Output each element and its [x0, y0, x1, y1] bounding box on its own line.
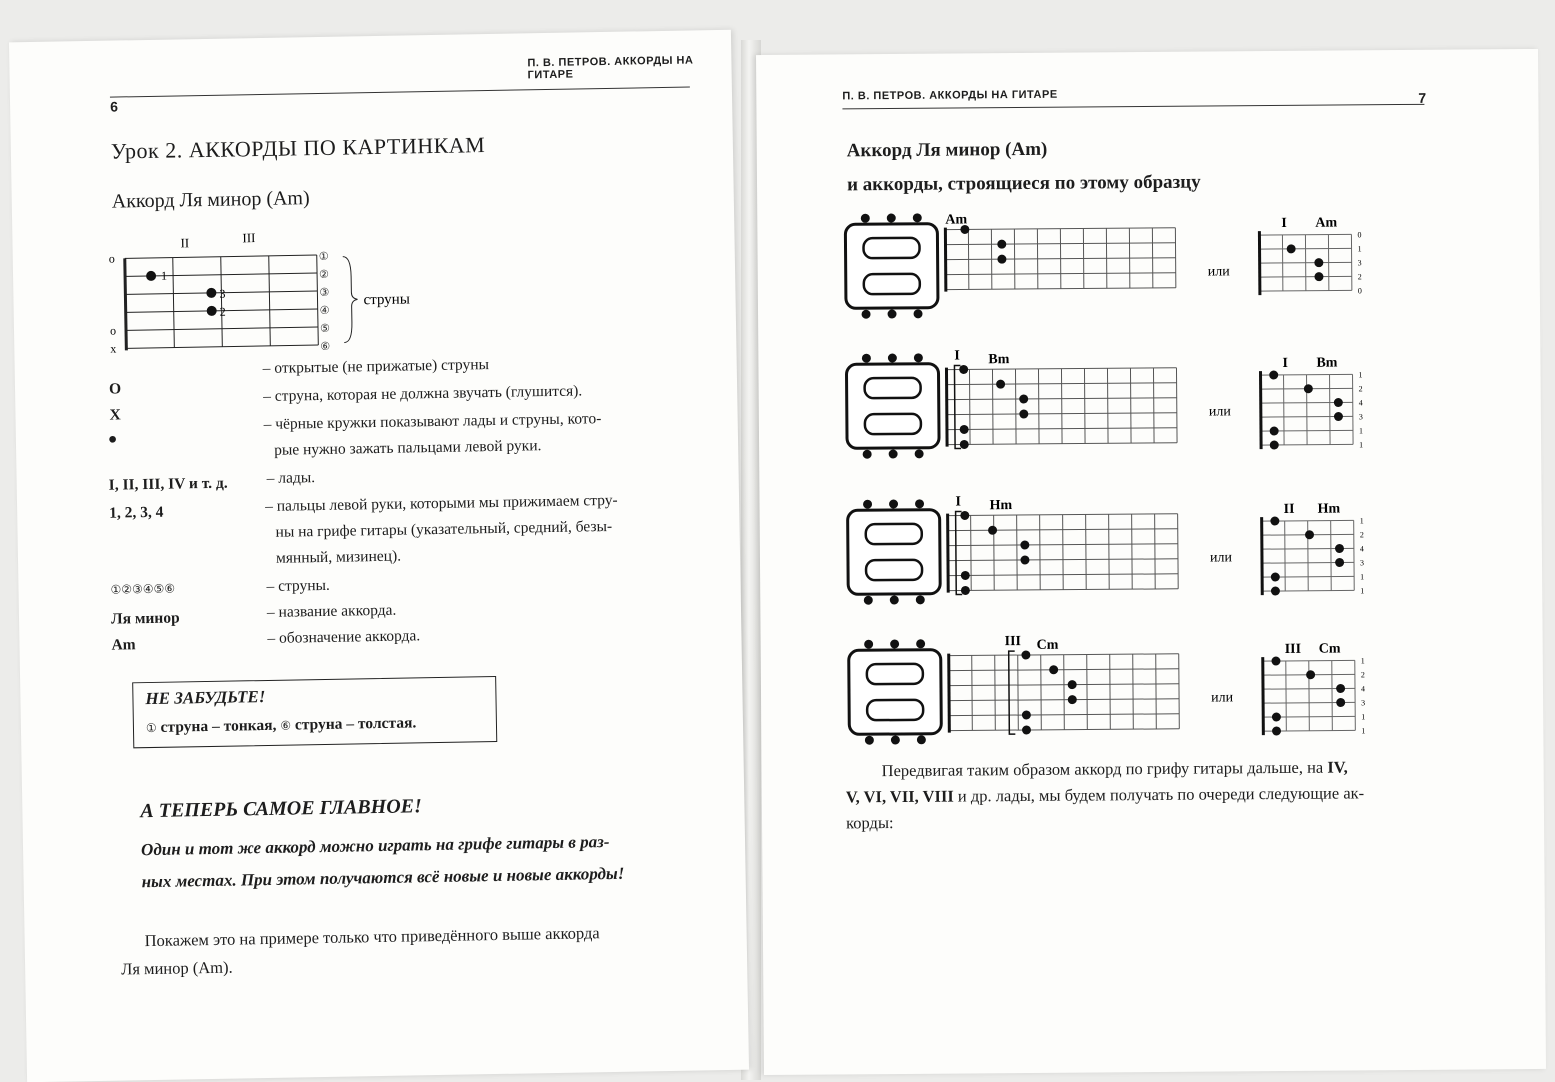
- fret-line: [1041, 655, 1042, 730]
- finger-dot: [1020, 540, 1029, 549]
- chord-subtitle: Аккорд Ля минор (Am): [112, 187, 310, 213]
- or-label: или: [1208, 264, 1231, 279]
- small-nut-line: [1262, 517, 1263, 595]
- small-finger-dot: [1304, 384, 1313, 393]
- tuning-peg: [862, 310, 871, 319]
- finger-number: 1: [1361, 712, 1365, 721]
- small-finger-dot: [1334, 398, 1343, 407]
- header-rule: [110, 87, 690, 98]
- finger-dot: [1022, 710, 1031, 719]
- legend-term-chord-name: Ля минор: [111, 609, 180, 628]
- string-6-symbol: ⑥: [280, 719, 291, 733]
- tuning-peg: [913, 213, 922, 222]
- fret-line: [1018, 655, 1019, 730]
- finger-number: 0: [1358, 286, 1362, 295]
- legend-desc-dots-1: – чёрные кружки показывают лады и струны, кото-: [264, 410, 602, 434]
- strings-label: струны: [363, 291, 410, 308]
- fret-line: [1109, 514, 1110, 589]
- string-number-4: ④: [320, 305, 330, 317]
- finger-dot: [988, 526, 997, 535]
- tuning-peg: [915, 499, 924, 508]
- finger-number: 0: [1357, 230, 1361, 239]
- finger-dot: [1020, 555, 1029, 564]
- small-finger-dot: [1271, 656, 1280, 665]
- small-finger-dot: [1314, 272, 1323, 281]
- headstock: [846, 364, 939, 449]
- tuning-peg: [865, 736, 874, 745]
- small-finger-dot: [1270, 426, 1279, 435]
- legend-desc-strings: – струны.: [266, 577, 330, 596]
- mute-mark-6: х: [110, 342, 116, 356]
- fret-number-label: I: [954, 348, 960, 363]
- small-chord-name: Cm: [1319, 642, 1341, 657]
- small-fret-line: [1330, 375, 1331, 445]
- fret-line: [1086, 515, 1087, 590]
- or-label: или: [1210, 550, 1233, 565]
- fret-label-ii: II: [180, 235, 189, 250]
- finger-number: 2: [1359, 384, 1363, 393]
- legend-term-x: X: [109, 406, 121, 424]
- tuning-peg: [862, 354, 871, 363]
- reminder-text: [146, 714, 417, 737]
- finger-dot: [997, 255, 1006, 264]
- fret-line: [1178, 514, 1179, 589]
- finger-dot-3: [206, 288, 216, 298]
- finger-dot: [960, 440, 969, 449]
- barre-bracket: [956, 511, 963, 594]
- legend-desc-chord-symbol: – обозначение аккорда.: [267, 627, 420, 648]
- legend-desc-chord-name: – название аккорда.: [267, 602, 397, 622]
- small-fret-line: [1354, 520, 1355, 590]
- small-fret-label: III: [1285, 642, 1301, 657]
- finger-dot: [960, 511, 969, 520]
- nut-line: [949, 654, 950, 733]
- string-number-5: ⑤: [320, 323, 330, 335]
- chord-name-label: Hm: [989, 498, 1012, 513]
- right-paragraph-line2: [846, 780, 1365, 810]
- fret-line: [1087, 655, 1088, 730]
- finger-dot: [997, 240, 1006, 249]
- fret-line: [1133, 654, 1134, 729]
- finger-number: 4: [1359, 398, 1363, 407]
- right-heading-line1: Аккорд Ля минор (Am): [847, 139, 1048, 163]
- tuning-peg: [863, 500, 872, 509]
- open-mark-1: о: [109, 252, 115, 266]
- small-finger-dot: [1271, 586, 1280, 595]
- tuning-peg: [864, 596, 873, 605]
- string-number-2: ②: [319, 269, 329, 281]
- finger-number: 4: [1361, 684, 1365, 693]
- finger-number: 4: [1360, 544, 1364, 553]
- small-fret-label: II: [1284, 502, 1295, 517]
- tuning-peg: [863, 450, 872, 459]
- nut-line: [946, 368, 947, 447]
- fret-line: [1107, 368, 1108, 443]
- fret-line: [1038, 369, 1039, 444]
- finger-dot-2: [207, 306, 217, 316]
- finger-dot: [1049, 665, 1058, 674]
- tuning-peg: [889, 449, 898, 458]
- fret-label-iii: III: [242, 230, 255, 245]
- fret-line: [1132, 514, 1133, 589]
- tuning-peg: [864, 640, 873, 649]
- finger-number: 2: [1358, 272, 1362, 281]
- finger-number: 2: [1360, 530, 1364, 539]
- tuning-peg: [917, 735, 926, 744]
- tuning-peg: [889, 499, 898, 508]
- small-nut-line: [1259, 231, 1260, 295]
- finger-dot: [1022, 725, 1031, 734]
- tuning-peg: [888, 309, 897, 318]
- small-finger-dot: [1270, 516, 1279, 525]
- fret-line: [1153, 368, 1154, 443]
- fret-line: [1061, 369, 1062, 444]
- open-mark-5: о: [110, 324, 116, 338]
- fret-line: [1176, 368, 1177, 443]
- small-finger-dot: [1314, 258, 1323, 267]
- fret-line: [1179, 654, 1180, 729]
- small-fret-label: I: [1282, 356, 1288, 371]
- small-fret-line: [1284, 375, 1285, 445]
- legend-term-strings: ①②③④⑤⑥: [110, 582, 175, 598]
- chord-diagrams: [827, 198, 1391, 762]
- finger-label-2: 2: [220, 305, 226, 319]
- headstock: [845, 224, 938, 309]
- finger-number: 1: [1359, 440, 1363, 449]
- small-fret-line: [1355, 660, 1356, 730]
- string-number-3: ③: [319, 287, 329, 299]
- right-page: [756, 49, 1546, 1075]
- fret-line: [1064, 655, 1065, 730]
- paragraph-line1: Покажем это на примере только что приведённого выше аккорда: [144, 920, 599, 954]
- running-header: П. В. ПЕТРОВ. АККОРДЫ НА ГИТАРЕ: [842, 89, 1057, 103]
- reminder-box: [132, 676, 497, 748]
- page-number: 6: [110, 98, 118, 114]
- paragraph-line2: Ля минор (Am).: [121, 955, 233, 983]
- small-finger-dot: [1270, 440, 1279, 449]
- finger-dot: [960, 425, 969, 434]
- finger-dot: [1068, 695, 1077, 704]
- page-number: 7: [1418, 90, 1426, 106]
- finger-number: 1: [1360, 586, 1364, 595]
- finger-number: 3: [1361, 698, 1365, 707]
- finger-dot: [1068, 680, 1077, 689]
- finger-number: 1: [1359, 426, 1363, 435]
- main-statement-line1: Один и тот же аккорд можно играть на грифе гитары в раз-: [141, 832, 610, 860]
- small-finger-dot: [1336, 684, 1345, 693]
- right-paragraph-line1-text: Передвигая таким образом аккорд по грифу гитары дальше, на: [882, 758, 1328, 781]
- fret-line: [1040, 515, 1041, 590]
- tuning-peg: [916, 639, 925, 648]
- small-fret-line: [1332, 661, 1333, 731]
- right-paragraph-line2-text: и др. лады, мы будем получать по очереди следующие ак-: [954, 783, 1365, 805]
- finger-dot-1: [146, 271, 156, 281]
- small-nut-line: [1263, 657, 1264, 735]
- small-fret-line: [1286, 661, 1287, 731]
- running-header: П. В. ПЕТРОВ. АККОРДЫ НА ГИТАРЕ: [527, 54, 731, 82]
- reminder-thin: струна – тонкая,: [160, 717, 276, 736]
- finger-number: 1: [1361, 726, 1365, 735]
- finger-number: 1: [1361, 656, 1365, 665]
- small-finger-dot: [1287, 244, 1296, 253]
- small-finger-dot: [1272, 726, 1281, 735]
- small-finger-dot: [1305, 530, 1314, 539]
- finger-number: 3: [1360, 558, 1364, 567]
- finger-dot: [961, 586, 970, 595]
- legend-desc-fingers-3: мянный, мизинец).: [276, 548, 401, 568]
- tuning-peg: [890, 595, 899, 604]
- fret-number-label: III: [1005, 634, 1021, 649]
- finger-number: 2: [1361, 670, 1365, 679]
- string-number-6: ⑥: [320, 341, 330, 353]
- small-fret-label: I: [1281, 216, 1287, 231]
- small-finger-dot: [1272, 712, 1281, 721]
- finger-number: 1: [1360, 516, 1364, 525]
- or-label: или: [1209, 404, 1232, 419]
- finger-dot: [1019, 394, 1028, 403]
- right-paragraph-frets-a: IV,: [1327, 757, 1347, 776]
- small-finger-dot: [1306, 670, 1315, 679]
- legend-term-o: O: [109, 380, 121, 398]
- small-finger-dot: [1269, 370, 1278, 379]
- legend-term-chord-symbol: Am: [111, 636, 135, 654]
- legend-desc-fingers-1: – пальцы левой руки, которыми мы прижимаем стру-: [265, 492, 618, 516]
- or-label: или: [1211, 690, 1234, 705]
- fret-number-label: I: [955, 494, 961, 509]
- barre-bracket: [954, 365, 961, 448]
- finger-number: 1: [1359, 370, 1363, 379]
- finger-number: 3: [1359, 412, 1363, 421]
- finger-dot: [959, 365, 968, 374]
- headstock: [849, 650, 942, 735]
- fret-line: [1015, 369, 1016, 444]
- tuning-peg: [891, 735, 900, 744]
- am-chord-diagram: [104, 225, 426, 366]
- small-fret-line: [1285, 521, 1286, 591]
- finger-number: 3: [1358, 258, 1362, 267]
- small-chord-name: Am: [1315, 216, 1337, 231]
- right-paragraph-line1: [882, 754, 1348, 784]
- fret-line: [972, 655, 973, 730]
- left-page: [9, 30, 749, 1082]
- tuning-peg: [916, 595, 925, 604]
- right-paragraph-line3: корды:: [846, 810, 894, 836]
- fret-line: [1130, 368, 1131, 443]
- fret-line: [969, 369, 970, 444]
- right-paragraph-frets-b: V, VI, VII, VIII: [846, 787, 954, 807]
- small-fret-line: [1353, 374, 1354, 444]
- barre-bracket: [1009, 651, 1016, 734]
- fret-line: [1155, 514, 1156, 589]
- headstock: [848, 510, 941, 595]
- header-rule: [842, 104, 1424, 110]
- legend-desc-muted: – струна, которая не должна звучать (глушится).: [263, 382, 582, 406]
- nut-line: [948, 514, 949, 593]
- fret-line: [1017, 515, 1018, 590]
- right-heading-line2: и аккорды, строящиеся по этому образцу: [847, 172, 1201, 197]
- main-heading: А ТЕПЕРЬ САМОЕ ГЛАВНОЕ!: [140, 795, 422, 823]
- lesson-title: Урок 2. АККОРДЫ ПО КАРТИНКАМ: [111, 132, 486, 165]
- tuning-peg: [888, 353, 897, 362]
- legend-desc-dots-2: рые нужно зажать пальцами левой руки.: [274, 437, 542, 460]
- fret-line: [992, 369, 993, 444]
- fret-line: [1084, 369, 1085, 444]
- tuning-peg: [915, 449, 924, 458]
- small-finger-dot: [1336, 698, 1345, 707]
- nut: [125, 258, 127, 350]
- nut-line: [945, 228, 946, 292]
- finger-dot: [1021, 650, 1030, 659]
- small-nut-line: [1261, 371, 1262, 449]
- small-chord-name: Bm: [1316, 356, 1337, 371]
- legend-desc-fingers-2: ны на грифе гитары (указательный, средний, безы-: [275, 518, 612, 542]
- finger-dot: [1019, 409, 1028, 418]
- small-finger-dot: [1335, 558, 1344, 567]
- tuning-peg: [861, 214, 870, 223]
- chord-name-label: Am: [945, 212, 967, 227]
- tuning-peg: [887, 213, 896, 222]
- fret-line: [1156, 654, 1157, 729]
- legend-term-frets: I, II, III, IV и т. д.: [109, 475, 228, 495]
- fret-line: [971, 515, 972, 590]
- chord-name-label: Cm: [1037, 638, 1059, 653]
- finger-dot: [961, 571, 970, 580]
- small-fret-line: [1331, 521, 1332, 591]
- small-finger-dot: [1335, 544, 1344, 553]
- finger-dot: [996, 380, 1005, 389]
- tuning-peg: [914, 353, 923, 362]
- small-finger-dot: [1271, 572, 1280, 581]
- tuning-peg: [914, 309, 923, 318]
- string-number-1: ①: [319, 251, 329, 263]
- fret-line: [995, 655, 996, 730]
- small-finger-dot: [1334, 412, 1343, 421]
- finger-label-1: 1: [161, 269, 167, 283]
- finger-label-3: 3: [219, 287, 225, 301]
- chord-name-label: Bm: [988, 352, 1009, 367]
- reminder-title: НЕ ЗАБУДЬТЕ!: [145, 687, 265, 709]
- fret-line: [1110, 654, 1111, 729]
- finger-number: 1: [1358, 244, 1362, 253]
- string-1-symbol: ①: [146, 721, 157, 735]
- legend-desc-open: – открытые (не прижатые) струны: [263, 356, 490, 378]
- main-statement-line2: ных местах. При этом получаются всё новые и новые аккорды!: [141, 864, 624, 892]
- reminder-thick: струна – толстая.: [295, 714, 417, 733]
- legend-term-dot: ●: [108, 431, 118, 449]
- tuning-peg: [890, 639, 899, 648]
- legend-desc-frets: – лады.: [266, 469, 315, 488]
- finger-number: 1: [1360, 572, 1364, 581]
- small-chord-name: Hm: [1318, 502, 1341, 517]
- legend-term-fingers: 1, 2, 3, 4: [109, 504, 164, 523]
- fret-line: [1063, 515, 1064, 590]
